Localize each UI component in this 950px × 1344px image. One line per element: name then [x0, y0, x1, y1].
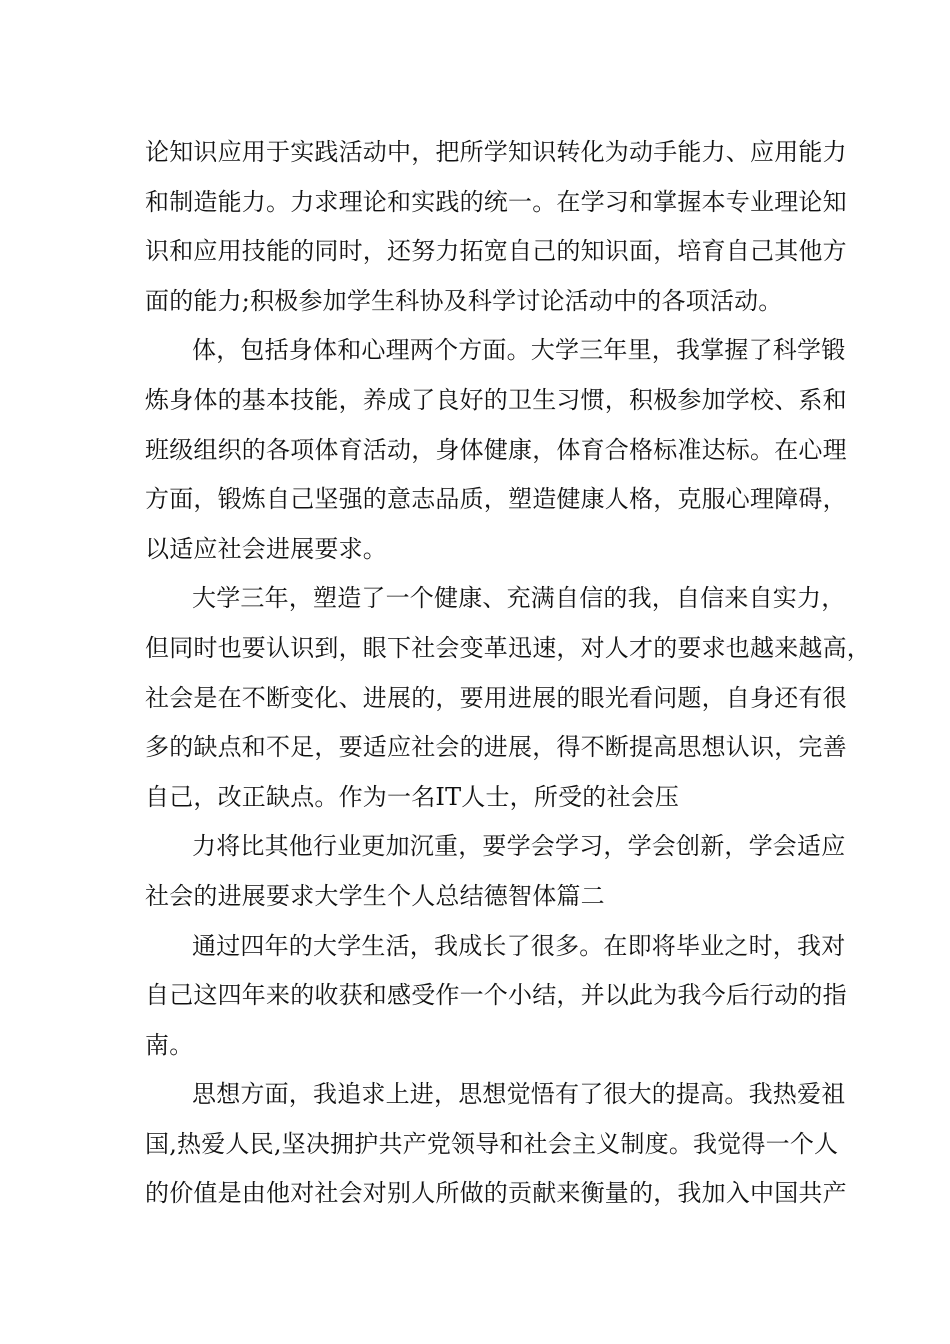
- paragraph-first-line: 通过四年的大学生活，我成长了很多。在即将毕业之时，我对: [192, 931, 846, 960]
- text-line: 识和应用技能的同时，还努力拓宽自己的知识面，培育自己其他方: [145, 237, 847, 266]
- text-line: 以适应社会进展要求。: [145, 534, 387, 563]
- text-line: 班级组织的各项体育活动，身体健康，体育合格标准达标。在心理: [145, 435, 847, 464]
- section-heading-line: 社会的进展要求大学生个人总结德智体篇二: [145, 881, 605, 910]
- paragraph-first-line: 体，包括身体和心理两个方面。大学三年里，我掌握了科学锻: [192, 336, 846, 365]
- text-line: 的价值是由他对社会对别人所做的贡献来衡量的，我加入中国共产: [145, 1179, 847, 1208]
- text-line: 论知识应用于实践活动中，把所学知识转化为动手能力、应用能力: [145, 138, 847, 166]
- text-line: 社会是在不断变化、进展的，要用进展的眼光看问题，自身还有很: [145, 683, 847, 712]
- text-line: 和制造能力。力求理论和实践的统一。在学习和掌握本专业理论知: [145, 187, 847, 216]
- text-line: 面的能力;积极参加学生科协及科学讨论活动中的各项活动。: [145, 286, 783, 315]
- text-line: 自己这四年来的收获和感受作一个小结，并以此为我今后行动的指: [145, 981, 847, 1010]
- text-line: 多的缺点和不足，要适应社会的进展，得不断提高思想认识，完善: [145, 733, 847, 762]
- text-line: 方面，锻炼自己坚强的意志品质，塑造健康人格，克服心理障碍，: [145, 485, 847, 514]
- paragraph-first-line: 力将比其他行业更加沉重，要学会学习，学会创新，学会适应: [192, 832, 846, 861]
- text-line: 南。: [145, 1030, 194, 1059]
- text-line: 国,热爱人民,坚决拥护共产党领导和社会主义制度。我觉得一个人: [145, 1129, 839, 1158]
- paragraph-first-line: 思想方面，我追求上进，思想觉悟有了很大的提高。我热爱祖: [192, 1080, 846, 1109]
- text-line: 但同时也要认识到，眼下社会变革迅速，对人才的要求也越来越高，: [145, 633, 871, 662]
- text-line: 炼身体的基本技能，养成了良好的卫生习惯，积极参加学校、系和: [145, 385, 847, 414]
- body-text: [145, 128, 871, 1219]
- text-line: 自己，改正缺点。作为一名IT人士，所受的社会压: [145, 782, 680, 811]
- paragraph-first-line: 大学三年，塑造了一个健康、充满自信的我，自信来自实力，: [192, 584, 846, 613]
